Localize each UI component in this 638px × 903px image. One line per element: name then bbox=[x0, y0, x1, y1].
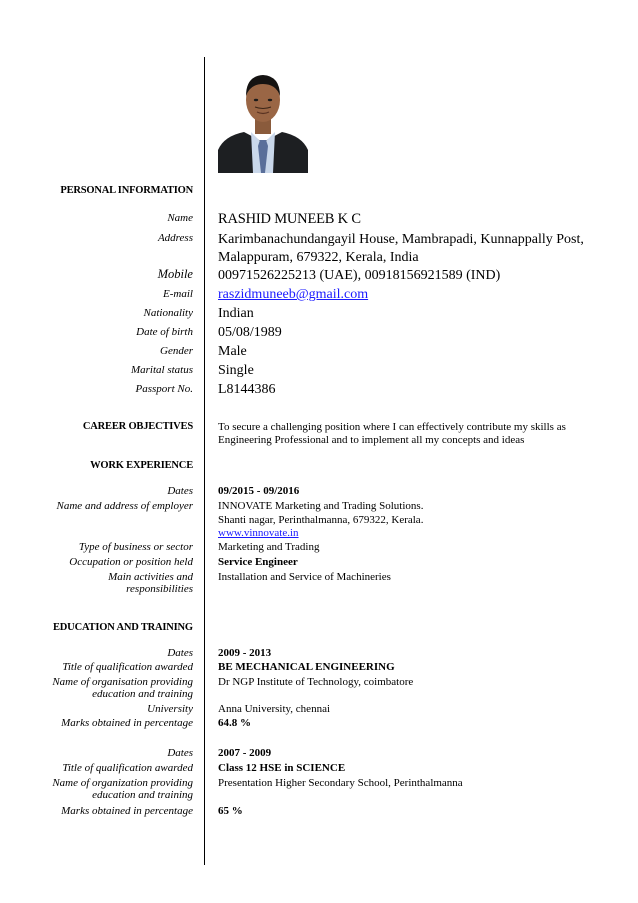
activities-value: Installation and Service of Machineries bbox=[218, 571, 391, 583]
edu1-org-label-line1: Name of organisation providing bbox=[52, 676, 193, 688]
career-line1: To secure a challenging position where I can effectively contribute my skills as bbox=[218, 421, 566, 433]
work-dates: 09/2015 - 09/2016 bbox=[218, 485, 300, 497]
profile-photo bbox=[218, 62, 308, 173]
mobile-label: Mobile bbox=[157, 267, 193, 281]
occupation-label: Occupation or position held bbox=[69, 556, 193, 568]
edu2-title: Class 12 HSE in SCIENCE bbox=[218, 762, 346, 774]
employer-line1: INNOVATE Marketing and Trading Solutions. bbox=[218, 500, 424, 512]
dob-label: Date of birth bbox=[136, 326, 193, 338]
name-label: Name bbox=[167, 212, 193, 224]
edu1-org: Dr NGP Institute of Technology, coimbatore bbox=[218, 676, 414, 688]
occupation-value: Service Engineer bbox=[218, 556, 298, 568]
business-label: Type of business or sector bbox=[78, 541, 193, 553]
email-label: E-mail bbox=[163, 288, 193, 300]
business-value: Marketing and Trading bbox=[218, 541, 320, 553]
passport-label: Passport No. bbox=[135, 383, 193, 395]
edu2-org-label-line2: education and training bbox=[92, 789, 193, 801]
section-title-education: EDUCATION AND TRAINING bbox=[53, 622, 193, 633]
gender-label: Gender bbox=[160, 345, 193, 357]
section-title-personal: PERSONAL INFORMATION bbox=[60, 185, 193, 196]
work-dates-label: Dates bbox=[167, 485, 193, 497]
section-title-career: CAREER OBJECTIVES bbox=[82, 421, 193, 432]
edu2-dates-label: Dates bbox=[167, 747, 193, 759]
nationality-value: Indian bbox=[218, 306, 254, 321]
edu2-dates: 2007 - 2009 bbox=[218, 747, 272, 759]
nationality-label: Nationality bbox=[143, 307, 193, 319]
edu1-title: BE MECHANICAL ENGINEERING bbox=[218, 661, 395, 673]
passport-value: L8144386 bbox=[218, 382, 276, 397]
edu2-org-label-line1: Name of organization providing bbox=[52, 777, 193, 789]
column-divider bbox=[204, 57, 205, 865]
edu1-org-label-line2: education and training bbox=[92, 688, 193, 700]
edu2-marks-label: Marks obtained in percentage bbox=[61, 805, 193, 817]
career-line2: Engineering Professional and to implement all my concepts and ideas bbox=[218, 434, 525, 446]
activities-label-line2: responsibilities bbox=[126, 583, 193, 595]
marital-value: Single bbox=[218, 363, 254, 378]
edu1-marks: 64.8 % bbox=[218, 717, 251, 729]
edu2-marks: 65 % bbox=[218, 805, 243, 817]
mobile-value: 00971526225213 (UAE), 00918156921589 (IND) bbox=[218, 268, 501, 283]
edu1-dates: 2009 - 2013 bbox=[218, 647, 272, 659]
address-line2: Malappuram, 679322, Kerala, India bbox=[218, 250, 419, 265]
edu1-university-label: University bbox=[147, 703, 193, 715]
address-label: Address bbox=[157, 232, 193, 244]
edu1-marks-label: Marks obtained in percentage bbox=[61, 717, 193, 729]
gender-value: Male bbox=[218, 344, 247, 359]
section-title-work: WORK EXPERIENCE bbox=[90, 460, 193, 471]
employer-website-link[interactable]: www.vinnovate.in bbox=[218, 527, 299, 539]
email-link[interactable]: raszidmuneeb@gmail.com bbox=[218, 287, 369, 302]
edu1-title-label: Title of qualification awarded bbox=[62, 661, 193, 673]
dob-value: 05/08/1989 bbox=[218, 325, 282, 340]
employer-label: Name and address of employer bbox=[56, 500, 193, 512]
employer-line2: Shanti nagar, Perinthalmanna, 679322, Kerala. bbox=[218, 514, 424, 526]
address-line1: Karimbanachundangayil House, Mambrapadi, Kunnappally Post, bbox=[218, 232, 584, 247]
person-name: RASHID MUNEEB K C bbox=[218, 211, 361, 227]
activities-label-line1: Main activities and bbox=[108, 571, 193, 583]
marital-label: Marital status bbox=[130, 364, 193, 376]
edu2-title-label: Title of qualification awarded bbox=[62, 762, 193, 774]
edu1-dates-label: Dates bbox=[167, 647, 193, 659]
edu1-university: Anna University, chennai bbox=[218, 703, 331, 715]
edu2-org: Presentation Higher Secondary School, Perinthalmanna bbox=[218, 777, 463, 789]
